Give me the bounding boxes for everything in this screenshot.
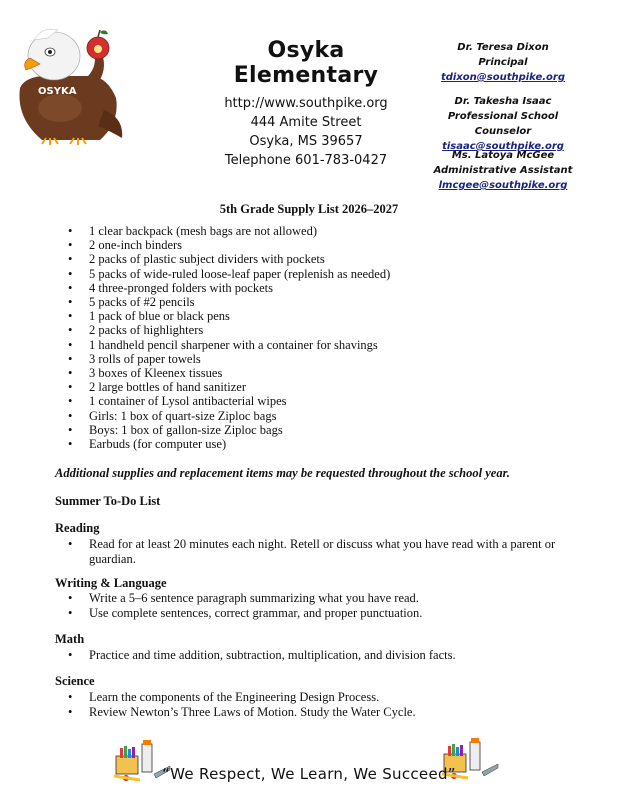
- staff-name: Dr. Takesha Isaac: [454, 96, 552, 107]
- list-item: • 2 large bottles of hand sanitizer: [68, 380, 390, 394]
- list-item: • 5 packs of wide-ruled loose-leaf paper (replenish as needed): [68, 267, 390, 281]
- telephone: Telephone 601-783-0427: [224, 153, 388, 168]
- school-name: Osyka Elementary: [233, 38, 379, 88]
- list-item: • 5 packs of #2 pencils: [68, 295, 390, 309]
- school-motto: “We Respect, We Learn, We Succeed”: [162, 765, 456, 783]
- staff-name: Dr. Teresa Dixon: [457, 42, 549, 53]
- todo-title: Summer To-Do List: [55, 494, 161, 508]
- section-heading-reading: Reading: [55, 521, 100, 535]
- mascot-label: OSYKA: [38, 86, 77, 97]
- additional-supplies-note: Additional supplies and replacement items may be requested throughout the school year.: [55, 466, 510, 480]
- list-item: • Review Newton’s Three Laws of Motion. Study the Water Cycle.: [68, 705, 568, 720]
- list-item: • 1 container of Lysol antibacterial wipes: [68, 394, 390, 408]
- staff-role: Principal: [478, 57, 528, 68]
- list-item: • 3 boxes of Kleenex tissues: [68, 366, 390, 380]
- list-item: • 1 pack of blue or black pens: [68, 309, 390, 323]
- list-item: • Write a 5–6 sentence paragraph summarizing what you have read.: [68, 591, 568, 606]
- staff-email[interactable]: lmcgee@southpike.org: [438, 180, 568, 191]
- list-item: • Practice and time addition, subtraction, multiplication, and division facts.: [68, 648, 568, 663]
- supply-list-title: 5th Grade Supply List 2026–2027: [219, 202, 399, 216]
- school-website[interactable]: http://www.southpike.org: [224, 96, 388, 111]
- list-item: • 1 handheld pencil sharpener with a container for shavings: [68, 338, 390, 352]
- section-heading-science: Science: [55, 674, 95, 688]
- list-item: • Read for at least 20 minutes each night. Retell or discuss what you have read with a parent or guardian.: [68, 537, 568, 567]
- section-heading-math: Math: [55, 632, 85, 646]
- list-item: • Boys: 1 box of gallon-size Ziploc bags: [68, 423, 390, 437]
- address-city: Osyka, MS 39657: [249, 134, 363, 149]
- list-item: • 2 packs of plastic subject dividers with pockets: [68, 252, 390, 266]
- list-item: • 4 three-pronged folders with pockets: [68, 281, 390, 295]
- staff-role: Administrative Assistant: [433, 165, 573, 176]
- science-list: [68, 690, 568, 720]
- staff-principal: [418, 40, 588, 85]
- list-item: • 2 one-inch binders: [68, 238, 390, 252]
- staff-role: Professional School Counselor: [447, 111, 559, 137]
- math-list: [68, 648, 568, 663]
- school-header: [206, 38, 406, 170]
- address-street: 444 Amite Street: [250, 115, 362, 130]
- list-item: • Learn the components of the Engineering Design Process.: [68, 690, 568, 705]
- list-item: • Girls: 1 box of quart-size Ziploc bags: [68, 409, 390, 423]
- writing-list: [68, 591, 568, 621]
- eagle-mascot-logo: [12, 18, 130, 146]
- reading-list: [68, 537, 568, 567]
- list-item: • 1 clear backpack (mesh bags are not allowed): [68, 224, 390, 238]
- supply-list: [68, 224, 390, 451]
- list-item: • 3 rolls of paper towels: [68, 352, 390, 366]
- staff-counselor: [418, 94, 588, 154]
- section-heading-writing: Writing & Language: [55, 576, 167, 590]
- staff-email[interactable]: tisaac@southpike.org: [442, 141, 564, 152]
- list-item: • Use complete sentences, correct grammar, and proper punctuation.: [68, 606, 568, 621]
- staff-assistant: [418, 148, 588, 193]
- list-item: • 2 packs of highlighters: [68, 323, 390, 337]
- staff-name: Ms. Latoya McGee: [451, 150, 555, 161]
- list-item: • Earbuds (for computer use): [68, 437, 390, 451]
- staff-email[interactable]: tdixon@southpike.org: [440, 72, 566, 83]
